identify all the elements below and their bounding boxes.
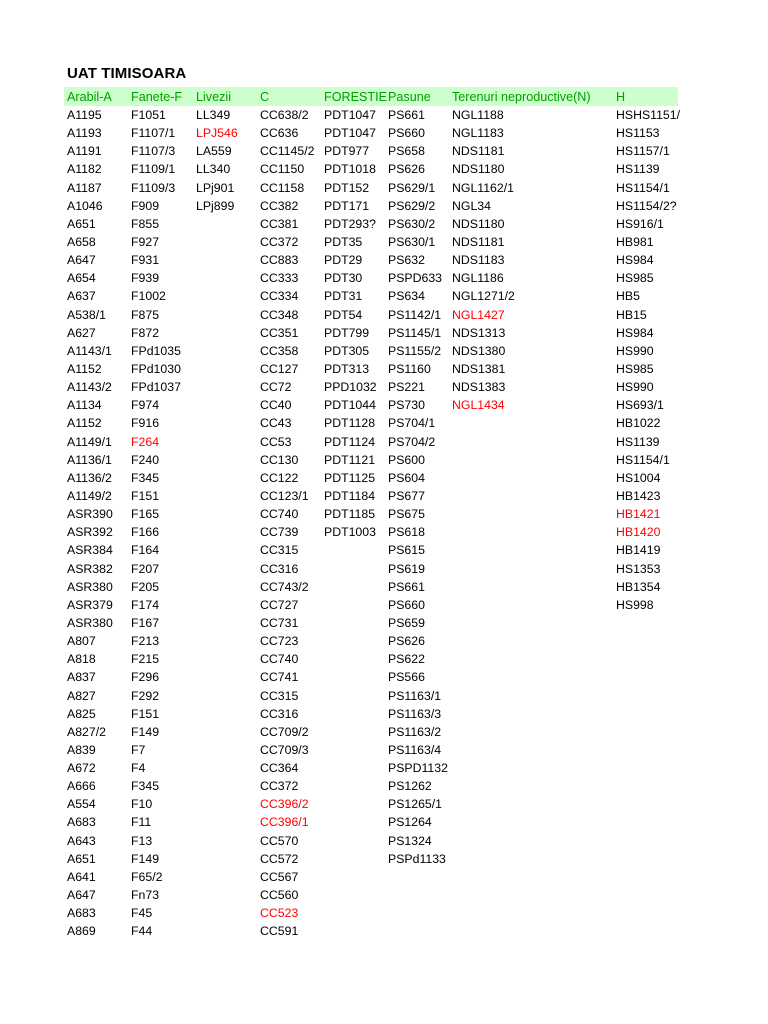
table-cell: A1152 [67,361,102,376]
table-cell: CC883 [260,253,299,268]
column-terenuri-neproductive [452,87,617,414]
table-cell: F213 [131,634,160,649]
table-cell: PDT305 [324,343,370,358]
table-cell: F974 [131,398,160,413]
table-cell: PDT1044 [324,398,376,413]
table-cell: PS704/2 [388,434,436,449]
column-header: FORESTIE [324,90,387,104]
table-cell: NGL1427 [452,307,505,322]
table-cell: PS619 [388,561,425,576]
table-cell: A1195 [67,108,102,122]
table-cell: PS630/2 [388,216,436,231]
column-h [616,87,680,614]
table-cell: NDS1183 [452,253,505,268]
table-cell: F909 [131,198,160,213]
table-cell: HB5 [616,289,640,304]
table-cell: F7 [131,742,146,757]
table-cell: A818 [67,652,96,667]
table-cell: A643 [67,833,96,848]
table-cell: HB981 [616,234,654,249]
table-cell: CC570 [260,833,299,848]
table-cell: NDS1180 [452,162,505,177]
table-cell: HB1421 [616,507,661,522]
table-cell: HS990 [616,343,654,358]
table-cell: PS661 [388,579,425,594]
table-cell: A807 [67,634,96,649]
table-cell: PS1163/4 [388,742,442,757]
table-cell: CC638/2 [260,108,309,122]
column-c [260,87,324,940]
table-cell: NDS1383 [452,380,506,395]
column-fanete [131,87,196,940]
table-cell: CC709/3 [260,742,309,757]
table-cell: A672 [67,761,96,776]
table-cell: ASR390 [67,507,113,522]
table-cell: CC382 [260,198,299,213]
table-cell: A1143/2 [67,380,112,395]
table-cell: F931 [131,253,160,268]
table-cell: PS626 [388,162,425,177]
table-cell: F1109/1 [131,162,176,177]
table-cell: PDT1125 [324,470,376,485]
table-cell: A827 [67,688,96,703]
table-cell: A647 [67,253,96,268]
table-cell: A1046 [67,198,103,213]
table-cell: F872 [131,325,160,340]
table-cell: A654 [67,271,96,286]
table-cell: F240 [131,452,160,467]
column-header: Terenuri neproductive(N) [452,90,591,104]
table-cell: LPj901 [196,180,235,195]
table-cell: NGL1186 [452,271,504,286]
column-forestie [324,87,387,541]
table-cell: CC372 [260,234,299,249]
table-cell: A1143/1 [67,343,112,358]
table-cell: PS1155/2 [388,343,442,358]
table-cell: F855 [131,216,160,231]
column-header: Fanete-F [131,90,183,104]
table-cell: CC372 [260,779,299,794]
table-cell: HB1022 [616,416,661,431]
table-cell: FPd1037 [131,380,181,395]
table-cell: PDT152 [324,180,370,195]
table-cell: F1109/3 [131,180,176,195]
table-cell: HB15 [616,307,647,322]
table-cell: HS984 [616,253,654,268]
table-cell: CC560 [260,888,299,903]
table-cell: PDT977 [324,144,370,159]
table-cell: PS618 [388,525,425,540]
table-cell: CC709/2 [260,724,309,739]
column-header: H [616,90,626,104]
table-cell: PDT31 [324,289,363,304]
table-cell: HS985 [616,271,654,286]
table-cell: F165 [131,507,160,522]
table-cell: CC334 [260,289,299,304]
table-cell: F4 [131,761,146,776]
table-cell: F1051 [131,108,166,122]
table-cell: PS1163/3 [388,706,442,721]
table-cell: A1152 [67,416,102,431]
table-cell: PDT30 [324,271,363,286]
table-cell: HS1157/1 [616,144,670,159]
table-cell: PS626 [388,634,425,649]
table-cell: PS604 [388,470,425,485]
table-cell: LPJ546 [196,126,238,141]
table-cell: A647 [67,888,96,903]
table-cell: CC731 [260,615,299,630]
table-cell: HS1154/1 [616,180,670,195]
table-cell: NDS1380 [452,343,506,358]
column-livezii [196,87,260,215]
table-cell: NGL1271/2 [452,289,515,304]
table-cell: CC358 [260,343,299,358]
column-arabil [67,87,131,940]
table-cell: PS566 [388,670,425,685]
table-cell: PS629/2 [388,198,436,213]
table-cell: F44 [131,924,153,939]
table-cell: NGL1188 [452,108,504,122]
table-cell: CC567 [260,869,299,884]
table-cell: A839 [67,742,96,757]
table-cell: ASR380 [67,615,113,630]
table-cell: A651 [67,216,96,231]
table-cell: PS1160 [388,361,431,376]
table-cell: NDS1180 [452,216,505,231]
table-cell: CC348 [260,307,299,322]
table-cell: F65/2 [131,869,163,884]
table-cell: CC364 [260,761,299,776]
table-cell: CC381 [260,216,299,231]
table-cell: NGL34 [452,198,491,213]
table-cell: CC127 [260,361,299,376]
table-cell: PS675 [388,507,425,522]
table-cell: NDS1381 [452,361,506,376]
table-cell: PS630/1 [388,234,436,249]
table-cell: A637 [67,289,96,304]
table-cell: CC316 [260,706,299,721]
table-cell: F166 [131,525,160,540]
table-cell: ASR392 [67,525,113,540]
column-pasune [388,87,452,868]
table-cell: HS998 [616,597,654,612]
table-cell: PS634 [388,289,425,304]
table-cell: PS622 [388,652,425,667]
table-cell: A658 [67,234,96,249]
table-cell: F149 [131,724,160,739]
table-cell: A683 [67,906,96,921]
table-cell: HS990 [616,380,654,395]
table-cell: F207 [131,561,160,576]
table-cell: PDT54 [324,307,363,322]
table-cell: PS600 [388,452,425,467]
table-cell: A1134 [67,398,102,413]
table-cell: F167 [131,615,160,630]
table-cell: PS1262 [388,779,432,794]
table-cell: CC740 [260,652,299,667]
table-cell: A1149/2 [67,488,112,503]
table-cell: NDS1313 [452,325,506,340]
table-cell: PPD1032 [324,380,377,395]
table-cell: PDT1185 [324,507,376,522]
table-cell: CC43 [260,416,292,431]
table-cell: PS659 [388,615,425,630]
table-cell: PSPD633 [388,271,443,286]
column-header: Livezii [196,90,231,104]
table-cell: CC636 [260,126,299,141]
table-cell: ASR382 [67,561,113,576]
table-cell: PSPD1132 [388,761,448,776]
table-cell: F916 [131,416,160,431]
table-cell: CC315 [260,543,299,558]
table-cell: PDT313 [324,361,370,376]
table-cell: PDT1018 [324,162,376,177]
table-cell: CC523 [260,906,299,921]
table-cell: CC1145/2 [260,144,315,159]
table-cell: A554 [67,797,96,812]
table-cell: A641 [67,869,96,884]
table-cell: HS916/1 [616,216,664,231]
table-cell: A627 [67,325,96,340]
table-cell: NGL1183 [452,126,504,141]
table-cell: LA559 [196,144,232,159]
table-cell: F149 [131,851,160,866]
table-cell: A1193 [67,126,102,141]
table-cell: PDT1047 [324,108,376,122]
table-cell: HS985 [616,361,654,376]
table-cell: PS658 [388,144,425,159]
table-cell: HS1139 [616,162,660,177]
table-cell: HB1420 [616,525,661,540]
column-header: Arabil-A [67,90,112,104]
table-cell: A1187 [67,180,102,195]
table-cell: PDT1121 [324,452,376,467]
table-cell: F45 [131,906,153,921]
table-cell: CC72 [260,380,292,395]
table-cell: PDT29 [324,253,363,268]
table-cell: PS660 [388,597,425,612]
table-cell: PS1324 [388,833,432,848]
table-cell: PDT1124 [324,434,376,449]
table-cell: A827/2 [67,724,106,739]
table-cell: F939 [131,271,160,286]
column-header: Pasune [388,90,431,104]
table-cell: A1182 [67,162,102,177]
table-cell: F215 [131,652,160,667]
table-cell: CC396/1 [260,815,309,830]
table-cell: A1136/2 [67,470,112,485]
table-cell: CC1150 [260,162,305,177]
column-header: C [260,90,270,104]
table-cell: A1149/1 [67,434,112,449]
table-cell: CC315 [260,688,299,703]
table-cell: LPj899 [196,198,235,213]
table-cell: PDT1128 [324,416,376,431]
table-cell: F1107/3 [131,144,176,159]
table-cell: HB1423 [616,488,661,503]
table-cell: PS1163/2 [388,724,442,739]
table-cell: F11 [131,815,152,830]
table-cell: HS1004 [616,470,661,485]
table-cell: ASR379 [67,597,113,612]
table-cell: LL349 [196,108,231,122]
table-cell: CC333 [260,271,299,286]
table-cell: PS677 [388,488,425,503]
table-cell: PDT171 [324,198,370,213]
table-cell: PDT293? [324,216,376,231]
table-cell: ASR380 [67,579,113,594]
table-cell: PDT1003 [324,525,376,540]
table-cell: PS1265/1 [388,797,443,812]
table-cell: A869 [67,924,96,939]
table-cell: CC40 [260,398,292,413]
table-cell: F10 [131,797,153,812]
table-cell: A837 [67,670,96,685]
table-cell: F151 [131,488,160,503]
table-cell: CC1158 [260,180,305,195]
table-cell: F164 [131,543,160,558]
table-cell: A1191 [67,144,102,159]
table-cell: PS660 [388,126,425,141]
table-cell: HB1419 [616,543,661,558]
table-cell: Fn73 [131,888,160,903]
table-cell: F1002 [131,289,166,304]
table-cell: CC123/1 [260,488,309,503]
table-cell: PS1142/1 [388,307,442,322]
table-cell: PSPd1133 [388,851,446,866]
table-cell: HS1154/2? [616,198,677,213]
table-cell: CC727 [260,597,299,612]
table-cell: HS1139 [616,434,660,449]
table-cell: PDT1047 [324,126,376,141]
table-cell: HS1153 [616,126,660,141]
table-cell: F292 [131,688,160,703]
table-cell: FPd1030 [131,361,181,376]
table-cell: PS1163/1 [388,688,442,703]
table-cell: CC130 [260,452,299,467]
table-cell: HSHS1151/ [616,108,680,122]
table-cell: PS632 [388,253,425,268]
table-cell: F1107/1 [131,126,176,141]
table-cell: F151 [131,706,160,721]
table-cell: FPd1035 [131,343,181,358]
table-cell: HS1154/1 [616,452,670,467]
table-cell: CC122 [260,470,299,485]
table-cell: PDT1184 [324,488,376,503]
table-cell: PS221 [388,380,425,395]
table-cell: HB1354 [616,579,661,594]
table-cell: F927 [131,234,160,249]
table-cell: CC739 [260,525,299,540]
table-cell: CC740 [260,507,299,522]
sheet-title: UAT TIMISOARA [67,65,187,82]
table-cell: CC396/2 [260,797,309,812]
table-cell: PDT799 [324,325,370,340]
table-cell: PS704/1 [388,416,436,431]
table-cell: ASR384 [67,543,113,558]
table-cell: CC53 [260,434,292,449]
table-cell: F264 [131,434,160,449]
table-cell: F345 [131,779,160,794]
table-cell: F296 [131,670,160,685]
table-cell: F13 [131,833,153,848]
table-cell: PS1145/1 [388,325,442,340]
table-cell: A651 [67,851,96,866]
table-cell: PS1264 [388,815,432,830]
table-cell: A1136/1 [67,452,112,467]
table-cell: A666 [67,779,96,794]
table-cell: HS693/1 [616,398,664,413]
table-cell: F875 [131,307,160,322]
table-cell: F174 [131,597,160,612]
table-cell: F345 [131,470,160,485]
table-cell: PDT35 [324,234,363,249]
table-cell: CC351 [260,325,299,340]
table-cell: HS984 [616,325,654,340]
table-cell: CC591 [260,924,299,939]
table-cell: NDS1181 [452,144,505,159]
table-cell: PS661 [388,108,425,122]
table-cell: CC316 [260,561,299,576]
table-cell: CC743/2 [260,579,309,594]
table-cell: CC741 [260,670,299,685]
table-cell: LL340 [196,162,231,177]
table-cell: CC723 [260,634,299,649]
table-cell: PS629/1 [388,180,436,195]
table-cell: NGL1162/1 [452,180,514,195]
table-cell: F205 [131,579,160,594]
table-cell: NGL1434 [452,398,505,413]
table-cell: A538/1 [67,307,106,322]
table-cell: HS1353 [616,561,661,576]
table-cell: NDS1181 [452,234,505,249]
table-cell: PS730 [388,398,425,413]
table-cell: PS615 [388,543,425,558]
table-cell: A825 [67,706,96,721]
table-cell: A683 [67,815,96,830]
table-cell: CC572 [260,851,299,866]
